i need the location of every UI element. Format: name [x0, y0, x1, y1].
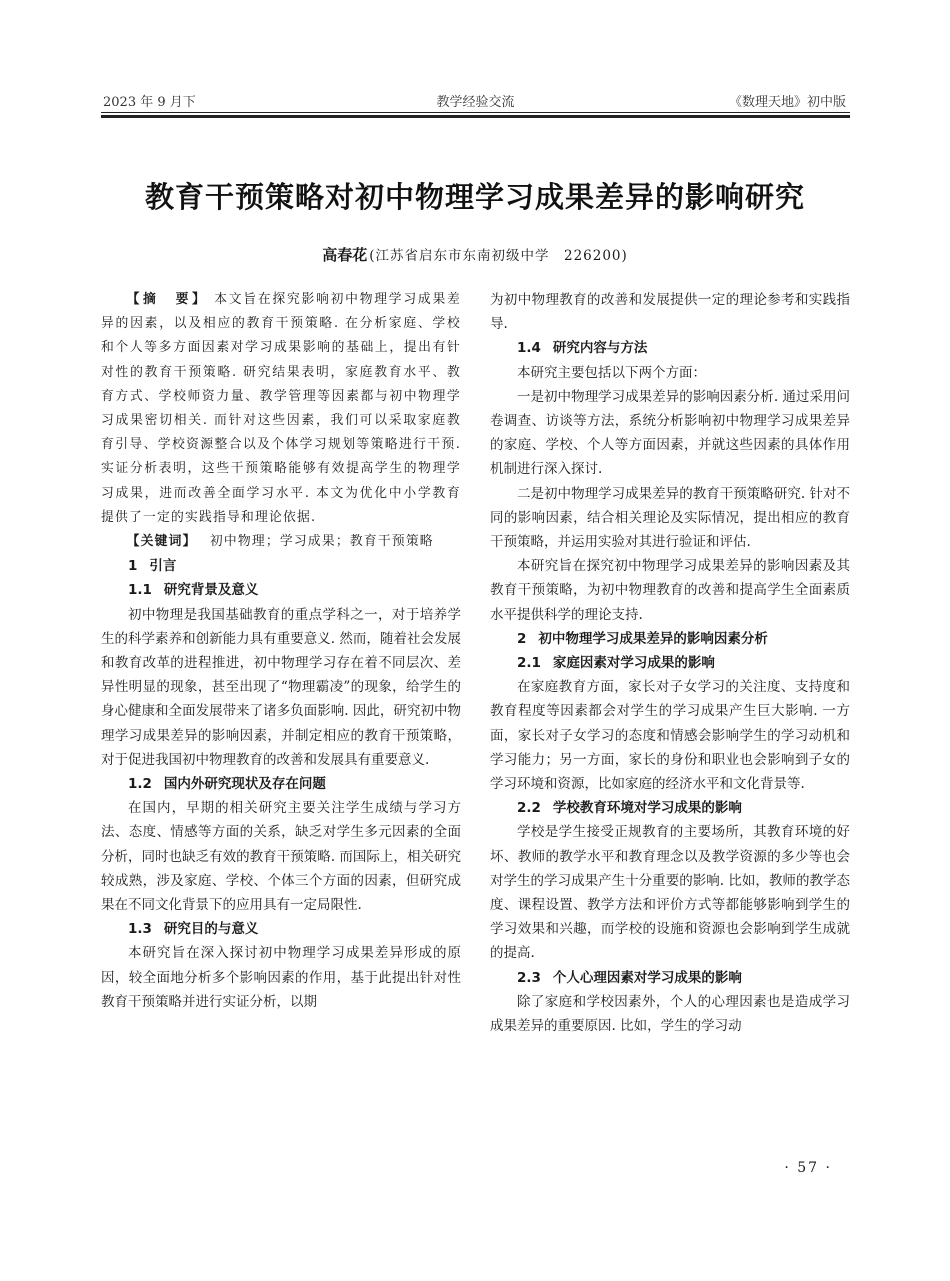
- left-column: [101, 288, 461, 1014]
- subsection-number: 2.3: [517, 969, 541, 986]
- page-number: · 57 ·: [784, 1160, 832, 1176]
- right-column: [490, 288, 850, 1038]
- subsection-heading: [490, 336, 850, 360]
- paragraph: 在国内，早期的相关研究主要关注学生成绩与学习方法、态度、情感等方面的关系，缺乏对学生多元因素的全面分析，同时也缺乏有效的教育干预策略. 而国际上，相关研究较成熟，涉及家庭、学校、个体三个方面的因素，但研究成果在不同文化背景下的应用具有一定局限性.: [101, 800, 461, 914]
- header-date: 2023 年 9 月下: [103, 95, 196, 110]
- paragraph: 本研究旨在探究初中物理学习成果差异的影响因素及其教育干预策略，为初中物理教育的改善和提高学生全面素质水平提供科学的理论支持.: [490, 558, 850, 623]
- paragraph: 初中物理是我国基础教育的重点学科之一，对于培养学生的科学素养和创新能力具有重要意义. 然而，随着社会发展和教育改革的进程推进，初中物理学习存在着不同层次、差异性明显的现象，甚至出现了“物理霸凌”的现象，给学生的身心健康和全面发展带来了诸多负面影响. 因此，研究初中物理学习成果差异的影响因素，并制定相应的教育干预策略，对于促进我国初中物理教育的改善和发展具有重要意义.: [101, 606, 461, 768]
- paragraph: 在家庭教育方面，家长对子女学习的关注度、支持度和教育程度等因素都会对学生的学习成果产生巨大影响. 一方面，家长对子女学习的态度和情感会影响学生的学习动机和学习能力；另一方面，家长的身份和职业也会影响到子女的学习环境和资源，比如家庭的经济水平和文化背景等.: [490, 679, 850, 793]
- paragraph-continued: 为初中物理教育的改善和发展提供一定的理论参考和实践指导.: [490, 292, 850, 333]
- subsection-title: 家庭因素对学习成果的影响: [552, 655, 715, 672]
- subsection-title: 国内外研究现状及存在问题: [163, 776, 326, 793]
- header-section: 教学经验交流: [436, 95, 515, 110]
- author-line: [0, 244, 950, 265]
- subsection-heading: [101, 917, 461, 941]
- section-title: 初中物理学习成果差异的影响因素分析: [538, 630, 768, 647]
- abstract-text: 本文旨在探究影响初中物理学习成果差异的因素，以及相应的教育干预策略. 在分析家庭、学校和个人等多方面因素对学习成果影响的基础上，提出有针对性的教育干预策略. 研究结果表明，家庭教育水平、教育方式、学校师资力量、教学管理等因素都与初中物理学习成果密切相关. 而针对这些因素，我们可以采取家庭教育引导、学校资源整合以及个体学习规划等策略进行干预. 实证分析表明，这些干预策略能够有效提高学生的物理学习成果，进而改善全面学习水平. 本文为优化中小学教育提供了一定的实践指导和理论依据.: [101, 292, 461, 525]
- abstract: [101, 288, 461, 530]
- subsection-number: 1.3: [128, 921, 152, 938]
- subsection-heading: [490, 966, 850, 990]
- subsection-number: 2.2: [517, 800, 541, 817]
- paragraph: 一是初中物理学习成果差异的影响因素分析. 通过采用问卷调查、访谈等方法，系统分析影响初中物理学习成果差异的家庭、学校、个人等方面因素，并就这些因素的具体作用机制进行深入探讨.: [490, 388, 850, 478]
- subsection-number: 1.4: [517, 340, 541, 357]
- subsection-title: 个人心理因素对学习成果的影响: [552, 969, 742, 986]
- subsection-title: 学校教育环境对学习成果的影响: [552, 800, 742, 817]
- subsection-heading: [101, 578, 461, 602]
- keywords-text: 初中物理；学习成果；教育干预策略: [209, 534, 434, 550]
- subsection-heading: [101, 772, 461, 796]
- paragraph: 除了家庭和学校因素外，个人的心理因素也是造成学习成果差异的重要原因. 比如，学生的学习动: [490, 993, 850, 1035]
- subsection-number: 1.1: [128, 582, 152, 599]
- author-affiliation: (江苏省启东市东南初级中学 226200): [369, 248, 628, 264]
- running-header: [101, 88, 850, 110]
- paragraph: 本研究主要包括以下两个方面：: [517, 364, 706, 381]
- paragraph: 学校是学生接受正规教育的主要场所，其教育环境的好坏、教师的教学水平和教育理念以及教学资源的多少等也会对学生的学习成果产生十分重要的影响. 比如，教师的教学态度、课程设置、教学方法和评价方式等都能够影响到学生的学习效果和兴趣，而学校的设施和资源也会影响到学生成就的提高.: [490, 824, 850, 962]
- section-heading: [490, 627, 850, 651]
- header-rule-thin: [101, 112, 850, 113]
- subsection-heading: [490, 651, 850, 675]
- header-journal: 《数理天地》初中版: [728, 95, 846, 110]
- paper-title: 教育干预策略对初中物理学习成果差异的影响研究: [144, 180, 805, 214]
- section-number: 2: [517, 630, 527, 647]
- subsection-heading: [490, 796, 850, 820]
- paragraph: 二是初中物理学习成果差异的教育干预策略研究. 针对不同的影响因素，结合相关理论及实际情况，提出相应的教育干预策略，并运用实验对其进行验证和评估.: [490, 485, 850, 551]
- subsection-title: 研究内容与方法: [552, 340, 648, 357]
- abstract-tag: 【摘 要】: [126, 292, 209, 307]
- subsection-number: 2.1: [517, 655, 541, 672]
- keywords-tag: 【关键词】: [126, 534, 197, 550]
- subsection-title: 研究背景及意义: [163, 582, 259, 599]
- section-heading: [101, 554, 461, 578]
- section-title: 引言: [149, 558, 177, 575]
- header-rule-thick: [101, 115, 850, 118]
- paragraph: 本研究旨在深入探讨初中物理学习成果差异形成的原因，较全面地分析多个影响因素的作用，基于此提出针对性教育干预策略并进行实证分析，以期: [101, 945, 461, 1010]
- subsection-number: 1.2: [128, 776, 152, 793]
- keywords: [101, 530, 461, 554]
- author-name: 高春花: [322, 246, 368, 264]
- section-number: 1: [128, 558, 138, 575]
- subsection-title: 研究目的与意义: [163, 921, 259, 938]
